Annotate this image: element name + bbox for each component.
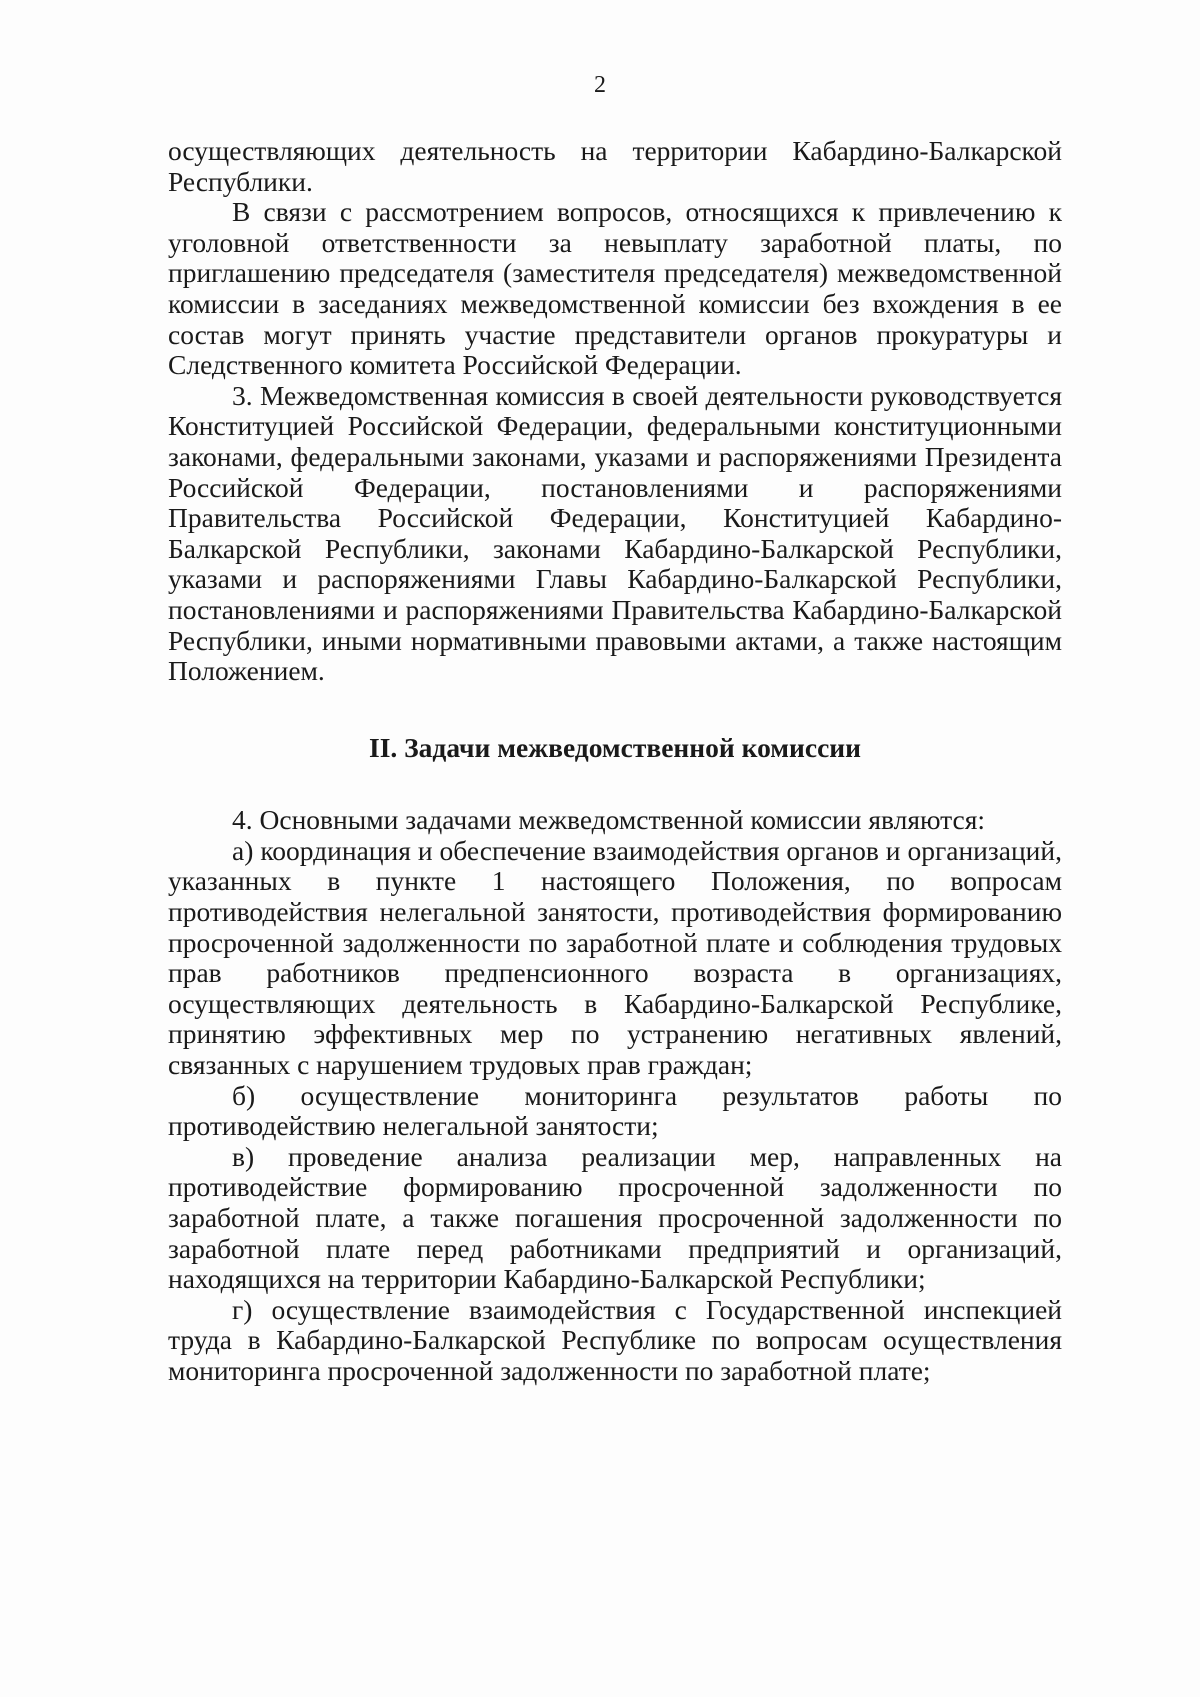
paragraph-3-legal-basis: 3. Межведомственная комиссия в своей деятельности руководствуется Конституцией Российской Федерации, федеральными конституционными законами, федеральными законами, указами и распоряжениями Президента Российской Федерации, постановлениями и распоряжениями Правительства Российской Федерации, Конституцией Кабардино-Балкарской Республики, законами Кабардино-Балкарской Республики, указами и распоряжениями Главы Кабардино-Балкарской Республики, постановлениями и распоряжениями Правительства Кабардино-Балкарской Республики, иными нормативными правовыми актами, а также настоящим Положением. [168, 379, 1062, 687]
page-number: 2 [594, 72, 606, 98]
paragraph-continuation: осуществляющих деятельность на территории Кабардино-Балкарской Республики. [168, 135, 1062, 197]
section-heading-tasks: II. Задачи межведомственной комиссии [369, 731, 861, 763]
list-item-a: а) координация и обеспечение взаимодействия органов и организаций, указанных в пункте 1 настоящего Положения, по вопросам противодействия нелегальной занятости, противодействия формированию просроченной задолженности по заработной плате и соблюдения трудовых прав работников предпенсионного возраста в организациях, осуществляющих деятельность в Кабардино-Балкарской Республике, принятию эффективных мер по устранению негативных явлений, связанных с нарушением трудовых прав граждан; [168, 834, 1062, 1081]
list-item-b: б) осуществление мониторинга результатов работы по противодействию нелегальной занятости; [168, 1079, 1062, 1142]
document-body [168, 136, 1062, 1387]
paragraph-4-intro: 4. Основными задачами межведомственной комиссии являются: [232, 804, 986, 836]
paragraph-prosecution-participation: В связи с рассмотрением вопросов, относящихся к привлечению к уголовной ответственности за невыплату заработной платы, по приглашению председателя (заместителя председателя) межведомственной комиссии в заседаниях межведомственной комиссии без вхождения в ее состав могут принять участие представители органов прокуратуры и Следственного комитета Российской Федерации. [168, 196, 1062, 381]
list-item-g: г) осуществление взаимодействия с Государственной инспекцией труда в Кабардино-Балкарской Республике по вопросам осуществления мониторинга просроченной задолженности по заработной плате; [168, 1293, 1062, 1386]
list-item-v: в) проведение анализа реализации мер, направленных на противодействие формированию просроченной задолженности по заработной плате, а также погашения просроченной задолженности по заработной плате перед работниками предприятий и организаций, находящихся на территории Кабардино-Балкарской Республики; [168, 1140, 1062, 1295]
